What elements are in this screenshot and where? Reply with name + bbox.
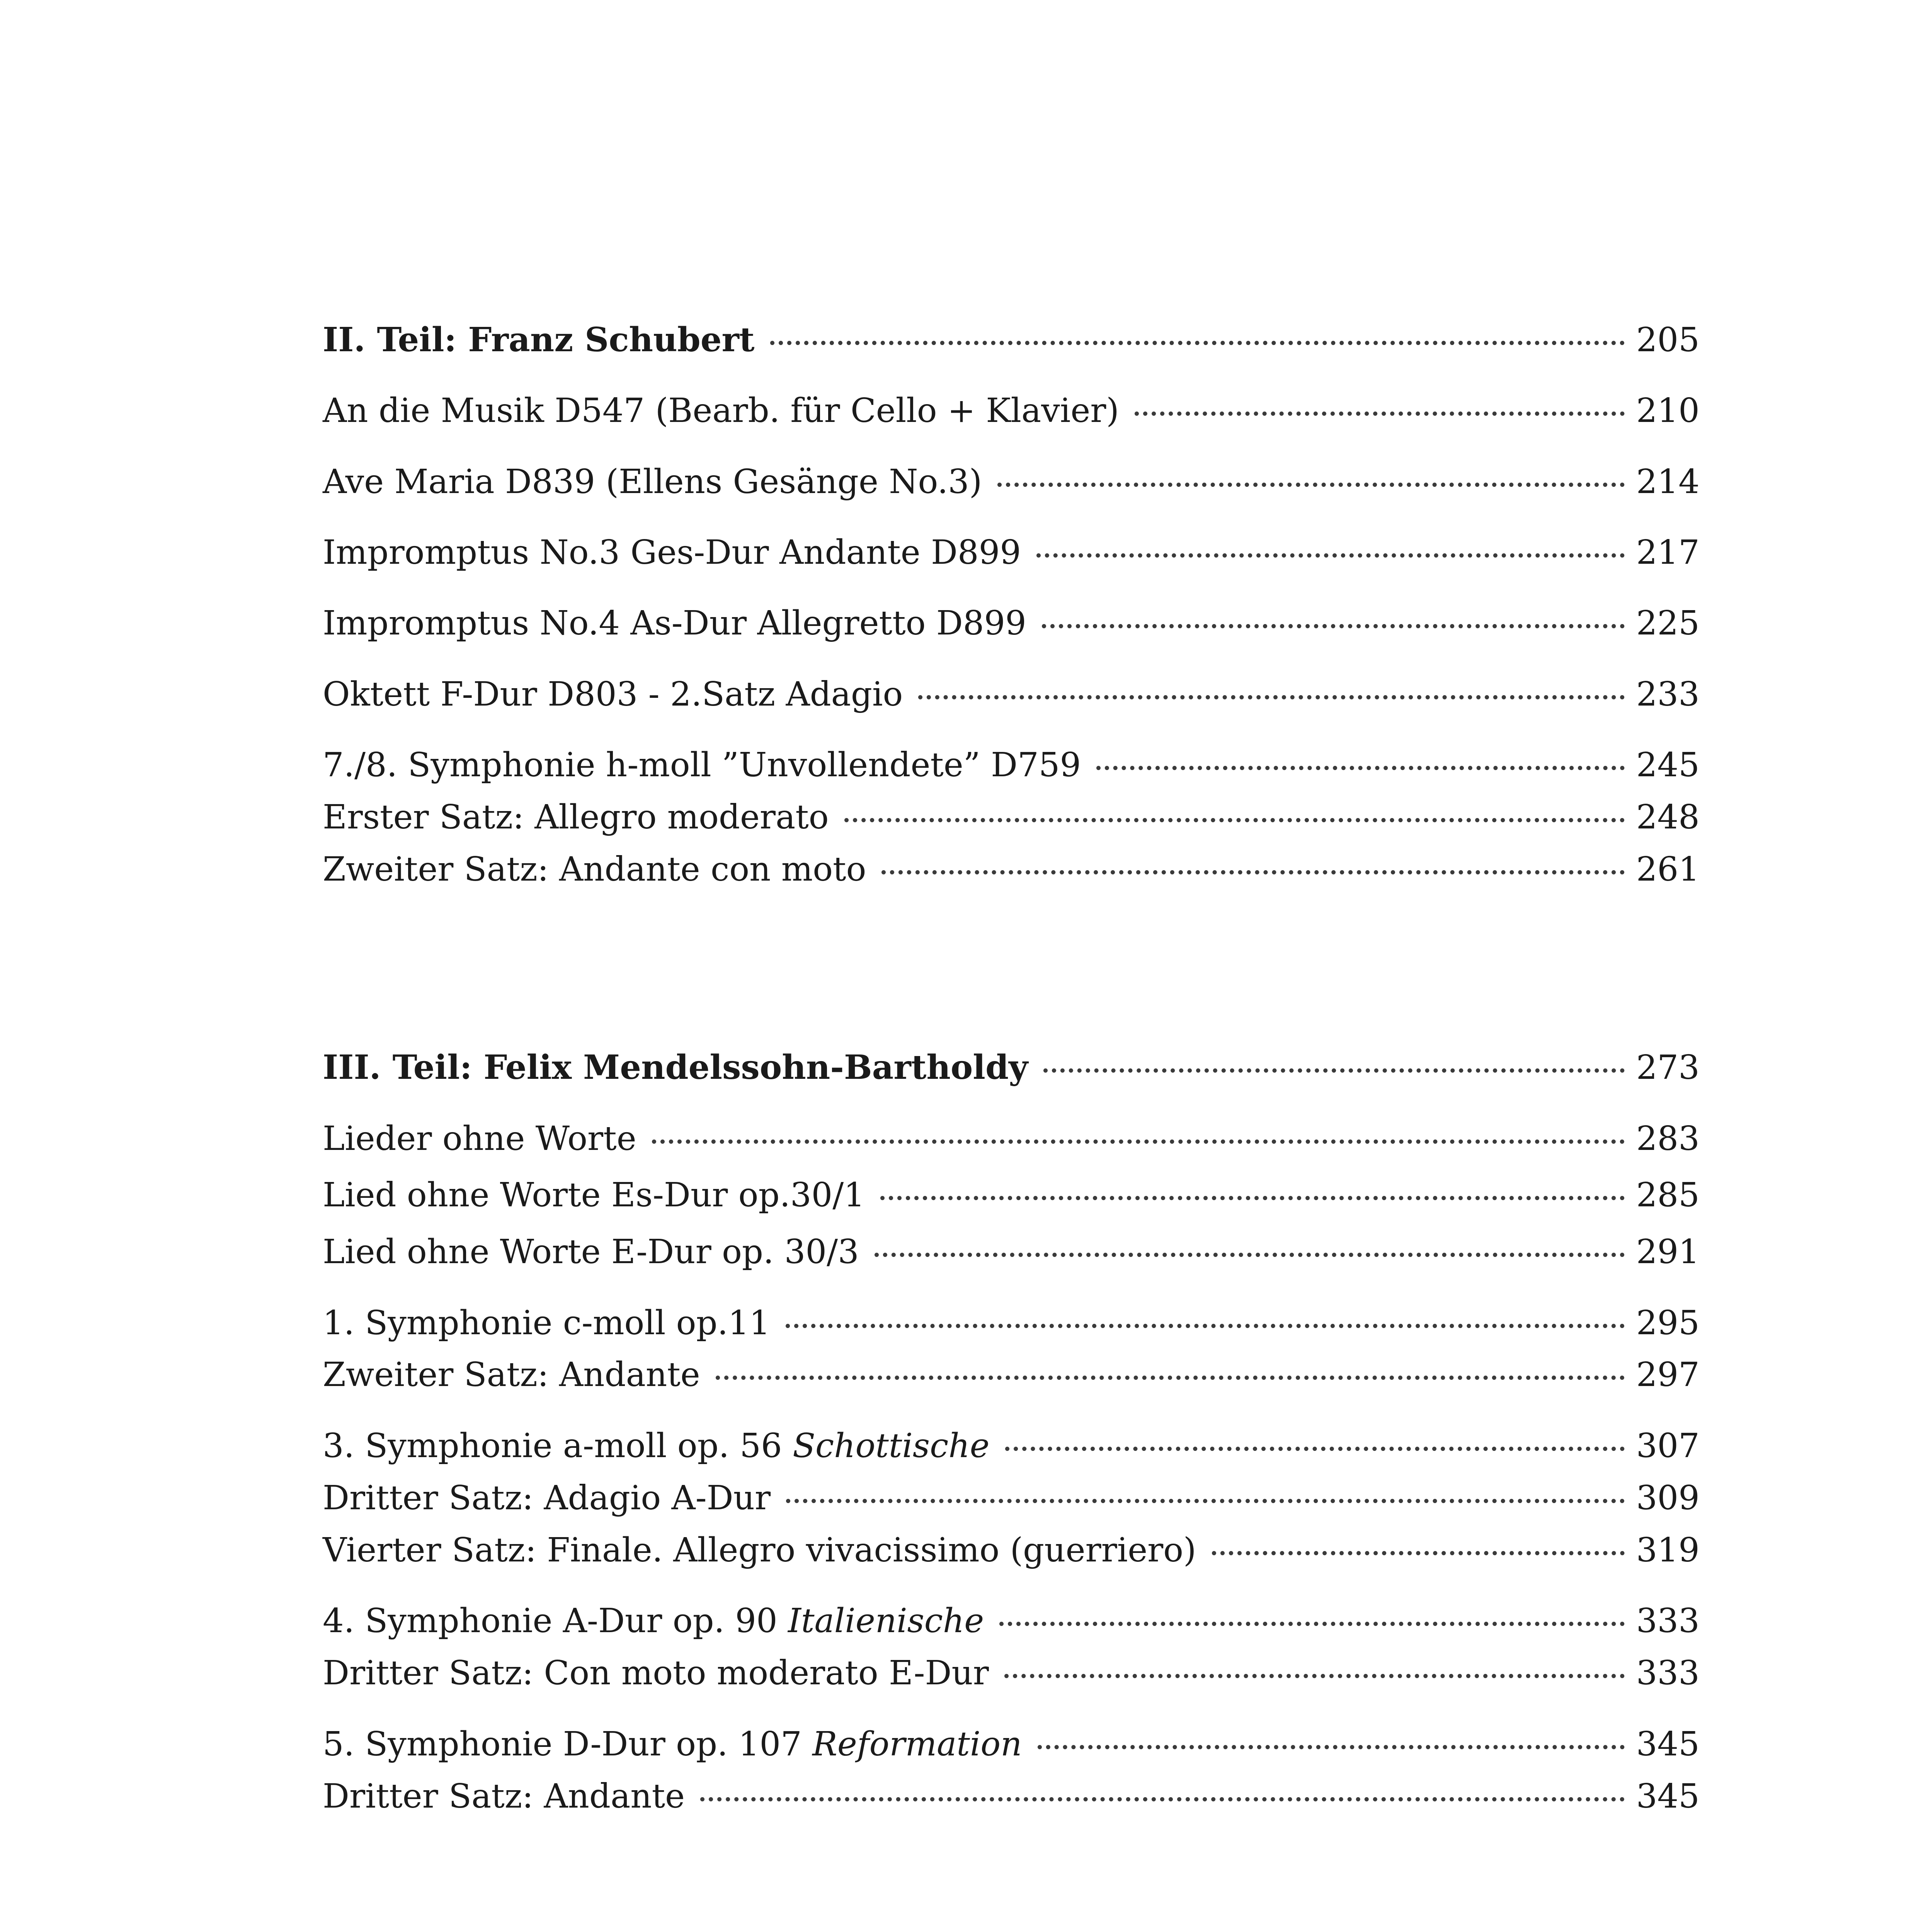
toc-entry-title	[323, 1598, 984, 1644]
toc-entry-title: An die Musik D547 (Bearb. für Cello + Klavier)	[323, 391, 1119, 430]
toc-entry-page: 245	[1636, 746, 1700, 784]
toc-entry-title-main: 5. Symphonie D-Dur op. 107	[323, 1725, 813, 1764]
dot-leader	[1038, 1745, 1625, 1749]
toc-entry[interactable]	[323, 1300, 1700, 1346]
toc-entry[interactable]	[323, 1721, 1700, 1767]
toc-entry[interactable]	[323, 388, 1700, 434]
toc-entry-page: 261	[1636, 850, 1700, 889]
toc-entry[interactable]	[323, 600, 1700, 646]
toc-entry[interactable]	[323, 671, 1700, 718]
dot-leader	[1036, 553, 1625, 558]
dot-leader	[999, 1622, 1625, 1626]
toc-entry-title: III. Teil: Felix Mendelssohn-Bartholdy	[323, 1048, 1028, 1087]
toc-entry-page: 214	[1636, 463, 1700, 501]
dot-leader	[880, 1196, 1625, 1200]
toc-entry-page: 225	[1636, 604, 1700, 643]
toc-entry-page: 345	[1636, 1725, 1700, 1764]
toc-entry-title: Lied ohne Worte E-Dur op. 30/3	[323, 1233, 859, 1271]
toc-entry-page: 333	[1636, 1654, 1700, 1692]
toc-entry-title: II. Teil: Franz Schubert	[323, 320, 755, 359]
toc-entry-title: Dritter Satz: Andante	[323, 1777, 685, 1816]
toc-entry-page: 273	[1636, 1048, 1700, 1087]
toc-entry-title-main: 4. Symphonie A-Dur op. 90	[323, 1602, 788, 1640]
toc-entry-title: Dritter Satz: Adagio A-Dur	[323, 1479, 771, 1517]
toc-entry-page: 295	[1636, 1304, 1700, 1342]
toc-entry-title-italic: Italienische	[788, 1602, 984, 1640]
toc-entry-title: Lieder ohne Worte	[323, 1119, 636, 1158]
dot-leader	[1135, 412, 1625, 416]
toc-entry-title: Ave Maria D839 (Ellens Gesänge No.3)	[323, 463, 982, 501]
dot-leader	[1212, 1551, 1625, 1555]
toc-entry-page: 248	[1636, 798, 1700, 837]
toc-entry-title-italic: Reformation	[812, 1725, 1022, 1764]
toc-entry-title-italic: Schottische	[793, 1427, 990, 1465]
toc-entry[interactable]	[323, 1598, 1700, 1644]
dot-leader	[786, 1324, 1625, 1328]
dot-leader	[844, 818, 1625, 822]
dot-leader	[875, 1253, 1625, 1257]
toc-entry-page: 283	[1636, 1119, 1700, 1158]
dot-leader	[1004, 1674, 1625, 1678]
toc-entry-title: Erster Satz: Allegro moderato	[323, 798, 829, 837]
toc-entry-title	[323, 1423, 990, 1469]
dot-leader	[716, 1376, 1625, 1380]
toc-entry-title: Impromptus No.4 As-Dur Allegretto D899	[323, 604, 1026, 643]
toc-entry-page: 233	[1636, 675, 1700, 714]
toc-entry-page: 333	[1636, 1602, 1700, 1640]
toc-entry-title-main: 3. Symphonie a-moll op. 56	[323, 1427, 793, 1465]
dot-leader	[881, 870, 1624, 874]
toc-entry[interactable]	[323, 459, 1700, 505]
toc-entry-page: 285	[1636, 1176, 1700, 1214]
toc-entry-title: Zweiter Satz: Andante	[323, 1355, 700, 1394]
toc-entry-title: 1. Symphonie c-moll op.11	[323, 1304, 771, 1342]
toc-entry[interactable]	[323, 1229, 1700, 1275]
toc-entry-page: 319	[1636, 1531, 1700, 1570]
toc-entry-page: 217	[1636, 533, 1700, 572]
dot-leader	[1042, 624, 1625, 628]
toc-entry-title: 7./8. Symphonie h-moll ”Unvollendete” D759	[323, 746, 1081, 784]
toc-entry-page: 297	[1636, 1355, 1700, 1394]
dot-leader	[652, 1139, 1625, 1144]
toc-entry[interactable]	[323, 1475, 1700, 1521]
toc-entry-page: 309	[1636, 1479, 1700, 1517]
toc-entry-page: 205	[1636, 321, 1700, 359]
dot-leader	[1043, 1068, 1625, 1073]
dot-leader	[770, 341, 1625, 345]
toc-entry-page: 345	[1636, 1777, 1700, 1816]
toc-entry[interactable]	[323, 1527, 1700, 1573]
dot-leader	[786, 1499, 1625, 1503]
toc-entry-title: Lied ohne Worte Es-Dur op.30/1	[323, 1176, 865, 1214]
toc-entry[interactable]	[323, 742, 1700, 788]
toc-entry-page: 210	[1636, 391, 1700, 430]
toc-entry[interactable]	[323, 1423, 1700, 1469]
toc-entry[interactable]	[323, 1650, 1700, 1696]
toc-entry[interactable]	[323, 1352, 1700, 1398]
dot-leader	[1005, 1447, 1625, 1451]
toc-entry-title: Dritter Satz: Con moto moderato E-Dur	[323, 1654, 989, 1692]
toc-entry[interactable]	[323, 794, 1700, 840]
toc-entry[interactable]	[323, 846, 1700, 893]
toc-entry-page: 307	[1636, 1427, 1700, 1465]
toc-entry-part-3[interactable]	[323, 1044, 1700, 1091]
toc-entry-title	[323, 1721, 1022, 1767]
toc-entry-page: 291	[1636, 1233, 1700, 1271]
toc-entry[interactable]	[323, 1116, 1700, 1162]
toc-entry[interactable]	[323, 1773, 1700, 1820]
toc-entry-title: Vierter Satz: Finale. Allegro vivacissimo (guerriero)	[323, 1531, 1196, 1570]
toc-entry[interactable]	[323, 1172, 1700, 1218]
dot-leader	[1096, 766, 1625, 770]
toc-entry-part-2[interactable]	[323, 317, 1700, 363]
dot-leader	[997, 483, 1625, 487]
dot-leader	[700, 1797, 1625, 1801]
toc-entry-title: Zweiter Satz: Andante con moto	[323, 850, 866, 889]
dot-leader	[918, 695, 1625, 699]
toc-entry-title: Oktett F-Dur D803 - 2.Satz Adagio	[323, 675, 903, 714]
toc-entry[interactable]	[323, 529, 1700, 576]
toc-entry-title: Impromptus No.3 Ges-Dur Andante D899	[323, 533, 1021, 572]
